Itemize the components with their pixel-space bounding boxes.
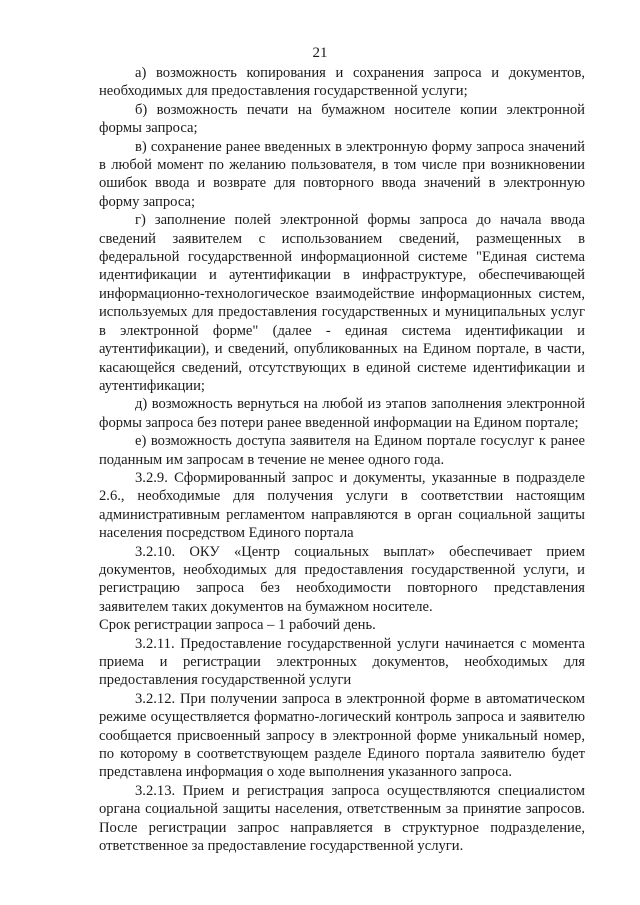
clause-3-2-10: 3.2.10. ОКУ «Центр социальных выплат» обеспечивает прием документов, необходимых для предоставления государственной услуги, и регистрацию запроса без необходимости повторного представления заявителем таких документов на бумажном носителе. <box>99 543 585 615</box>
clause-3-2-13: 3.2.13. Прием и регистрация запроса осуществляются специалистом органа социальной защиты населения, ответственным за принятие запросов. После регистрации запрос направляется в структурное подразделение, ответственное за предоставление государственной услуги. <box>99 782 585 855</box>
clause-3-2-12: 3.2.12. При получении запроса в электронной форме в автоматическом режиме осуществляется форматно-логический контроль запроса и заявителю сообщается присвоенный запросу в электронной форме уникальный номер, по которому в соответствующем разделе Единого портала заявителю будет представлена информация о ходе выполнения указанного запроса. <box>99 690 585 781</box>
paragraph-v: в) сохранение ранее введенных в электронную форму запроса значений в любой момент по желанию пользователя, в том числе при возникновении ошибок ввода и возврате для повторного ввода значений в электронную форму запроса; <box>99 138 585 210</box>
clause-3-2-9: 3.2.9. Сформированный запрос и документы, указанные в подразделе 2.6., необходимые для получения услуги в соответствии настоящим административным регламентом направляются в орган социальной защиты населения посредством Единого портала <box>99 469 585 542</box>
paragraph-g: г) заполнение полей электронной формы запроса до начала ввода сведений заявителем с использованием сведений, размещенных в федеральной государственной информационной системе "Единая система идентификации и аутентификации в инфраструктуре, обеспечивающей информационно-технологическое взаимодействие информационных систем, используемых для предоставления государственных и муниципальных услуг в электронной форме" (далее - единая система идентификации и аутентификации), и сведений, опубликованных на Едином портале, в части, касающейся сведений, отсутствующих в единой системе идентификации и аутентификации; <box>99 212 585 394</box>
clause-3-2-11: 3.2.11. Предоставление государственной услуги начинается с момента приема и регистрации электронных документов, необходимых для предоставления государственной услуги <box>99 635 585 689</box>
paragraph-d: д) возможность вернуться на любой из этапов заполнения электронной формы запроса без потери ранее введенной информации на Едином портале; <box>99 396 585 431</box>
paragraph-e: е) возможность доступа заявителя на Едином портале госуслуг к ранее поданным им запросам в течение не менее одного года. <box>99 433 585 468</box>
document-body <box>99 64 585 855</box>
paragraph-a: а) возможность копирования и сохранения запроса и документов, необходимых для предоставления государственной услуги; <box>99 65 585 100</box>
paragraph-b: б) возможность печати на бумажном носителе копии электронной формы запроса; <box>99 101 585 137</box>
page-number: 21 <box>312 45 328 61</box>
registration-deadline: Срок регистрации запроса – 1 рабочий день. <box>99 617 376 634</box>
